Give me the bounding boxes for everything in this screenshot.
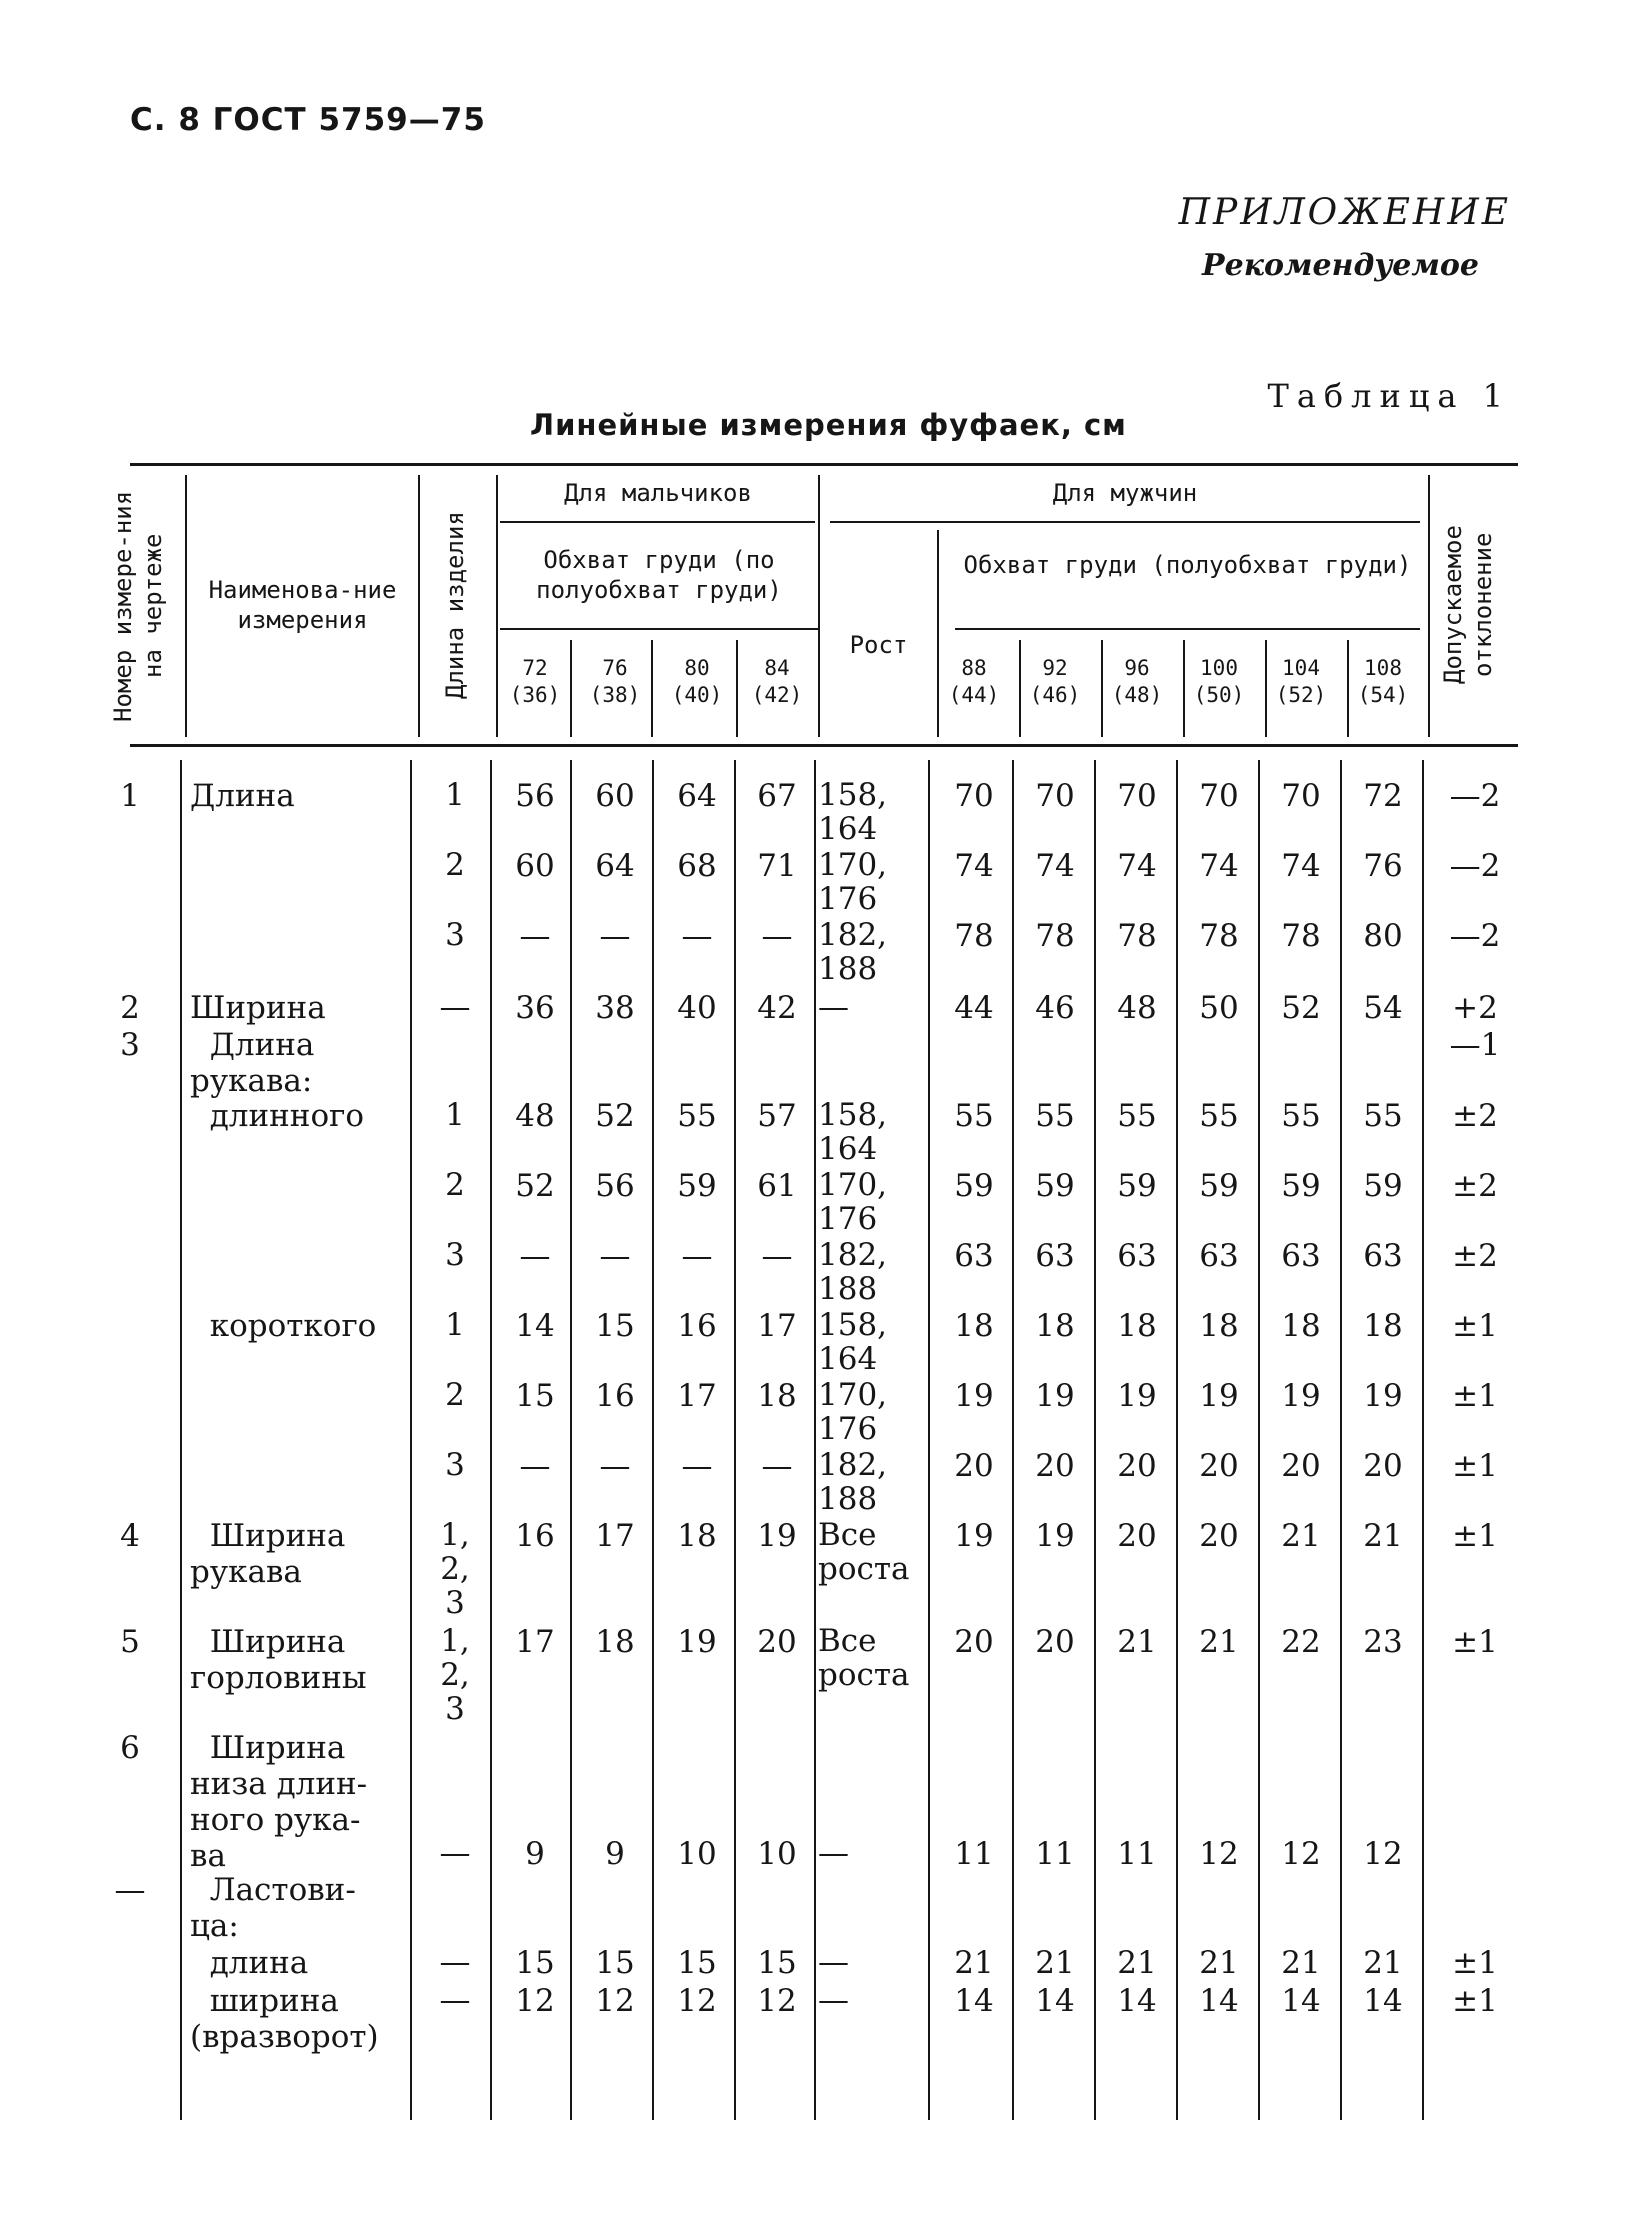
men-size-header [1179, 655, 1259, 709]
men-value: 74 [1035, 848, 1075, 884]
men-value: 74 [1281, 848, 1321, 884]
boys-value: 15 [757, 1945, 797, 1981]
men-value: 59 [1035, 1168, 1075, 1204]
men-value: 18 [1281, 1308, 1321, 1344]
size-value: 72 [522, 656, 548, 680]
size-value: 104 [1282, 656, 1320, 680]
boys-value: 19 [677, 1624, 717, 1660]
men-value: 55 [1035, 1098, 1075, 1134]
men-value: 20 [1281, 1448, 1321, 1484]
men-value: 11 [954, 1836, 994, 1872]
header-boys-chest: Обхват груди (по полуобхват груди) [536, 546, 782, 604]
boys-value: 36 [515, 990, 555, 1026]
boys-value: — [681, 918, 713, 954]
men-value: 72 [1363, 778, 1403, 814]
boys-value: 17 [515, 1624, 555, 1660]
boys-value: — [519, 1238, 551, 1274]
boys-value: 57 [757, 1098, 797, 1134]
measurement-name: Ширина [190, 990, 326, 1026]
men-value: 48 [1117, 990, 1157, 1026]
men-value: 55 [1199, 1098, 1239, 1134]
height-value: 182, 188 [818, 1237, 888, 1307]
table-row [0, 1517, 1647, 1621]
boys-value: 12 [757, 1983, 797, 2019]
height-value: 170, 176 [818, 1377, 888, 1447]
measurement-name: длинного [190, 1098, 365, 1134]
table-row [0, 1623, 1647, 1727]
men-value: 20 [1117, 1448, 1157, 1484]
men-value: 78 [954, 918, 994, 954]
men-value: 21 [1035, 1945, 1075, 1981]
boys-group-rule [500, 521, 815, 523]
measurement-number: 3 [120, 1027, 140, 1063]
table-row [0, 1872, 1647, 1944]
tolerance-value: ±1 [1452, 1378, 1498, 1414]
table-row [0, 1167, 1647, 1237]
boys-size-header [495, 655, 575, 709]
tolerance-value: +2 [1452, 990, 1498, 1026]
table-row [0, 1835, 1647, 1872]
appendix-title: ПРИЛОЖЕНИЕ [1178, 192, 1511, 233]
boys-value: — [599, 918, 631, 954]
men-value: 20 [1363, 1448, 1403, 1484]
men-size-header [934, 655, 1014, 709]
men-value: 21 [1117, 1945, 1157, 1981]
men-value: 14 [1281, 1983, 1321, 2019]
height-value: — [818, 1835, 849, 1871]
men-value: 63 [1363, 1238, 1403, 1274]
header-height: Рост [849, 631, 908, 659]
tolerance-value: ±2 [1452, 1168, 1498, 1204]
boys-value: 10 [677, 1836, 717, 1872]
men-value: 44 [954, 990, 994, 1026]
header-men-chest: Обхват груди (полуобхват груди) [963, 551, 1412, 579]
boys-value: 56 [515, 778, 555, 814]
length-variant: 1, 2, 3 [440, 1517, 470, 1621]
tolerance-value: ±2 [1452, 1098, 1498, 1134]
half-size-value: (44) [948, 683, 1000, 707]
men-value: 59 [1363, 1168, 1403, 1204]
boys-value: 15 [595, 1308, 635, 1344]
men-value: 21 [1281, 1945, 1321, 1981]
table-row [0, 777, 1647, 847]
boys-value: 12 [677, 1983, 717, 2019]
table-top-rule [130, 463, 1518, 466]
height-value: — [818, 1982, 849, 2018]
length-variant: 1 [445, 1097, 465, 1133]
length-variant: 2 [445, 1167, 465, 1203]
boys-value: — [681, 1238, 713, 1274]
men-value: 63 [1199, 1238, 1239, 1274]
men-value: 14 [954, 1983, 994, 2019]
boys-value: 61 [757, 1168, 797, 1204]
size-value: 88 [961, 656, 987, 680]
boys-value: 18 [757, 1378, 797, 1414]
boys-value: 38 [595, 990, 635, 1026]
men-value: 59 [1199, 1168, 1239, 1204]
size-value: 80 [684, 656, 710, 680]
length-variant: 2 [445, 1377, 465, 1413]
men-value: 52 [1281, 990, 1321, 1026]
men-value: 12 [1199, 1836, 1239, 1872]
length-variant: 2 [445, 847, 465, 883]
boys-value: 12 [595, 1983, 635, 2019]
size-value: 76 [602, 656, 628, 680]
length-variant: — [439, 1835, 471, 1871]
boys-value: 40 [677, 990, 717, 1026]
boys-value: — [681, 1448, 713, 1484]
half-size-value: (54) [1357, 683, 1409, 707]
men-value: 78 [1035, 918, 1075, 954]
measurement-name: Ширина низа длин- ного рука- ва [190, 1730, 368, 1874]
men-value: 59 [954, 1168, 994, 1204]
tolerance-value: —1 [1449, 1027, 1501, 1063]
boys-value: 55 [677, 1098, 717, 1134]
boys-value: 15 [595, 1945, 635, 1981]
size-value: 100 [1200, 656, 1238, 680]
boys-value: — [519, 1448, 551, 1484]
men-value: 80 [1363, 918, 1403, 954]
size-value: 96 [1124, 656, 1150, 680]
header-tolerance: Допускаемое отклонение [1439, 525, 1497, 685]
men-value: 19 [1199, 1378, 1239, 1414]
boys-value: — [599, 1238, 631, 1274]
men-value: 19 [1117, 1378, 1157, 1414]
boys-value: 48 [515, 1098, 555, 1134]
men-value: 19 [954, 1378, 994, 1414]
men-value: 70 [1035, 778, 1075, 814]
tolerance-value: —2 [1449, 848, 1501, 884]
men-value: 18 [954, 1308, 994, 1344]
length-variant: 3 [445, 917, 465, 953]
boys-value: 15 [515, 1945, 555, 1981]
half-size-value: (52) [1275, 683, 1327, 707]
height-value: Все роста [818, 1517, 910, 1587]
boys-size-header [737, 655, 817, 709]
measurement-name: ширина (вразворот) [190, 1983, 379, 2055]
boys-value: — [761, 1238, 793, 1274]
boys-value: 68 [677, 848, 717, 884]
half-size-value: (46) [1029, 683, 1081, 707]
measurement-name: Длина [190, 778, 295, 814]
men-value: 55 [954, 1098, 994, 1134]
measurement-name: Длина рукава: [190, 1027, 315, 1099]
men-value: 76 [1363, 848, 1403, 884]
half-size-value: (40) [671, 683, 723, 707]
boys-value: 16 [677, 1308, 717, 1344]
length-variant: 3 [445, 1237, 465, 1273]
table-row [0, 1027, 1647, 1099]
men-value: 19 [1035, 1518, 1075, 1554]
men-value: 18 [1363, 1308, 1403, 1344]
boys-size-header [657, 655, 737, 709]
measurement-number: — [114, 1872, 146, 1908]
boys-value: 19 [757, 1518, 797, 1554]
men-value: 19 [1363, 1378, 1403, 1414]
boys-value: 16 [515, 1518, 555, 1554]
length-variant: — [439, 1944, 471, 1980]
height-value: Все роста [818, 1623, 910, 1693]
tolerance-value: —2 [1449, 918, 1501, 954]
height-value: 182, 188 [818, 1447, 888, 1517]
measurement-name: Ширина горловины [190, 1624, 367, 1696]
boys-value: 18 [677, 1518, 717, 1554]
size-value: 108 [1364, 656, 1402, 680]
men-value: 55 [1363, 1098, 1403, 1134]
men-size-header [1261, 655, 1341, 709]
measurement-number: 1 [120, 778, 140, 814]
men-value: 21 [1363, 1518, 1403, 1554]
boys-value: 14 [515, 1308, 555, 1344]
men-value: 20 [1199, 1448, 1239, 1484]
half-size-value: (42) [751, 683, 803, 707]
men-value: 21 [1363, 1945, 1403, 1981]
table-row [0, 1982, 1647, 2055]
measurement-number: 2 [120, 990, 140, 1026]
boys-value: 60 [515, 848, 555, 884]
tolerance-value: ±1 [1452, 1448, 1498, 1484]
length-variant: 3 [445, 1447, 465, 1483]
men-value: 74 [954, 848, 994, 884]
table-row [0, 989, 1647, 1026]
men-value: 14 [1363, 1983, 1403, 2019]
men-value: 20 [954, 1624, 994, 1660]
table-row [0, 1307, 1647, 1377]
men-value: 14 [1117, 1983, 1157, 2019]
boys-value: — [519, 918, 551, 954]
measurement-number: 6 [120, 1730, 140, 1766]
men-value: 70 [954, 778, 994, 814]
boys-value: 9 [605, 1836, 625, 1872]
half-size-value: (50) [1193, 683, 1245, 707]
men-value: 54 [1363, 990, 1403, 1026]
boys-value: 17 [595, 1518, 635, 1554]
tolerance-value: ±2 [1452, 1238, 1498, 1274]
tolerance-value: ±1 [1452, 1624, 1498, 1660]
table-row [0, 1377, 1647, 1447]
height-value: 170, 176 [818, 1167, 888, 1237]
men-value: 59 [1117, 1168, 1157, 1204]
page-header: С. 8 ГОСТ 5759—75 [130, 102, 486, 138]
men-value: 50 [1199, 990, 1239, 1026]
men-value: 22 [1281, 1624, 1321, 1660]
men-value: 20 [1035, 1448, 1075, 1484]
men-value: 19 [1281, 1378, 1321, 1414]
measurement-number: 4 [120, 1518, 140, 1554]
measurement-name: Ширина рукава [190, 1518, 346, 1590]
men-value: 78 [1281, 918, 1321, 954]
length-variant: 1, 2, 3 [440, 1623, 470, 1727]
men-value: 63 [1035, 1238, 1075, 1274]
men-value: 63 [954, 1238, 994, 1274]
boys-value: 42 [757, 990, 797, 1026]
boys-value: 52 [595, 1098, 635, 1134]
men-value: 14 [1199, 1983, 1239, 2019]
half-size-value: (48) [1111, 683, 1163, 707]
men-size-header [1097, 655, 1177, 709]
boys-value: 18 [595, 1624, 635, 1660]
tolerance-value: ±1 [1452, 1983, 1498, 2019]
men-size-header [1015, 655, 1095, 709]
boys-value: 64 [677, 778, 717, 814]
boys-value: 71 [757, 848, 797, 884]
appendix-subtitle: Рекомендуемое [1202, 248, 1479, 283]
men-value: 70 [1117, 778, 1157, 814]
header-boys: Для мальчиков [564, 479, 752, 507]
height-value: 170, 176 [818, 847, 888, 917]
men-value: 12 [1363, 1836, 1403, 1872]
table-row [0, 1237, 1647, 1307]
men-value: 55 [1281, 1098, 1321, 1134]
measurement-number: 5 [120, 1624, 140, 1660]
men-value: 12 [1281, 1836, 1321, 1872]
boys-value: 15 [677, 1945, 717, 1981]
men-group-rule [830, 521, 1420, 523]
men-value: 11 [1117, 1836, 1157, 1872]
boys-value: 52 [515, 1168, 555, 1204]
boys-value: 17 [677, 1378, 717, 1414]
boys-value: 16 [595, 1378, 635, 1414]
men-value: 46 [1035, 990, 1075, 1026]
boys-value: 15 [515, 1378, 555, 1414]
boys-value: 12 [515, 1983, 555, 2019]
men-value: 18 [1117, 1308, 1157, 1344]
men-value: 11 [1035, 1836, 1075, 1872]
length-variant: — [439, 989, 471, 1025]
tolerance-value: ±1 [1452, 1945, 1498, 1981]
men-value: 19 [954, 1518, 994, 1554]
men-value: 18 [1035, 1308, 1075, 1344]
men-value: 21 [1199, 1945, 1239, 1981]
size-value: 84 [764, 656, 790, 680]
header-name: Наименова-ние измерения [208, 576, 397, 634]
boys-value: 64 [595, 848, 635, 884]
table-label: Таблица 1 [1267, 377, 1511, 415]
table-row [0, 917, 1647, 987]
measurement-name: длина [190, 1945, 309, 1981]
boys-value: 20 [757, 1624, 797, 1660]
size-value: 92 [1042, 656, 1068, 680]
men-value: 55 [1117, 1098, 1157, 1134]
header-number: Номер измере-ния на чертеже [109, 490, 167, 722]
tolerance-value: ±1 [1452, 1518, 1498, 1554]
men-value: 21 [1281, 1518, 1321, 1554]
table-row [0, 1944, 1647, 1981]
men-value: 78 [1199, 918, 1239, 954]
men-value: 20 [1117, 1518, 1157, 1554]
tolerance-value: ±1 [1452, 1308, 1498, 1344]
boys-value: — [761, 1448, 793, 1484]
boys-chest-rule [500, 628, 818, 630]
height-value: 158, 164 [818, 777, 888, 847]
header-men: Для мужчин [1052, 479, 1198, 507]
men-value: 18 [1199, 1308, 1239, 1344]
men-value: 21 [954, 1945, 994, 1981]
men-value: 20 [954, 1448, 994, 1484]
men-value: 70 [1281, 778, 1321, 814]
men-value: 78 [1117, 918, 1157, 954]
table-row [0, 1097, 1647, 1167]
table-row [0, 847, 1647, 917]
men-value: 20 [1035, 1624, 1075, 1660]
table-title: Линейные измерения фуфаек, см [530, 408, 1127, 442]
men-value: 63 [1281, 1238, 1321, 1274]
boys-value: 60 [595, 778, 635, 814]
boys-value: 10 [757, 1836, 797, 1872]
height-value: 182, 188 [818, 917, 888, 987]
boys-value: 17 [757, 1308, 797, 1344]
boys-value: 56 [595, 1168, 635, 1204]
men-value: 59 [1281, 1168, 1321, 1204]
men-value: 23 [1363, 1624, 1403, 1660]
boys-value: — [599, 1448, 631, 1484]
men-chest-rule [955, 628, 1420, 630]
men-value: 74 [1117, 848, 1157, 884]
men-value: 21 [1117, 1624, 1157, 1660]
height-value: 158, 164 [818, 1097, 888, 1167]
men-value: 63 [1117, 1238, 1157, 1274]
header-variant: Длина изделия [441, 511, 469, 699]
half-size-value: (36) [509, 683, 561, 707]
boys-value: 9 [525, 1836, 545, 1872]
length-variant: — [439, 1982, 471, 2018]
men-value: 20 [1199, 1518, 1239, 1554]
men-size-header [1343, 655, 1423, 709]
boys-value: — [761, 918, 793, 954]
height-value: — [818, 989, 849, 1025]
boys-value: 67 [757, 778, 797, 814]
boys-size-header [575, 655, 655, 709]
men-value: 19 [1035, 1378, 1075, 1414]
men-value: 74 [1199, 848, 1239, 884]
table-row [0, 1447, 1647, 1517]
tolerance-value: —2 [1449, 778, 1501, 814]
length-variant: 1 [445, 777, 465, 813]
height-value: 158, 164 [818, 1307, 888, 1377]
half-size-value: (38) [589, 683, 641, 707]
men-value: 14 [1035, 1983, 1075, 2019]
boys-value: 59 [677, 1168, 717, 1204]
measurement-name: короткого [190, 1308, 377, 1344]
table-header-bottom-rule [130, 744, 1518, 747]
length-variant: 1 [445, 1307, 465, 1343]
men-value: 21 [1199, 1624, 1239, 1660]
men-value: 70 [1199, 778, 1239, 814]
height-value: — [818, 1944, 849, 1980]
measurement-name: Ластови- ца: [190, 1872, 356, 1944]
